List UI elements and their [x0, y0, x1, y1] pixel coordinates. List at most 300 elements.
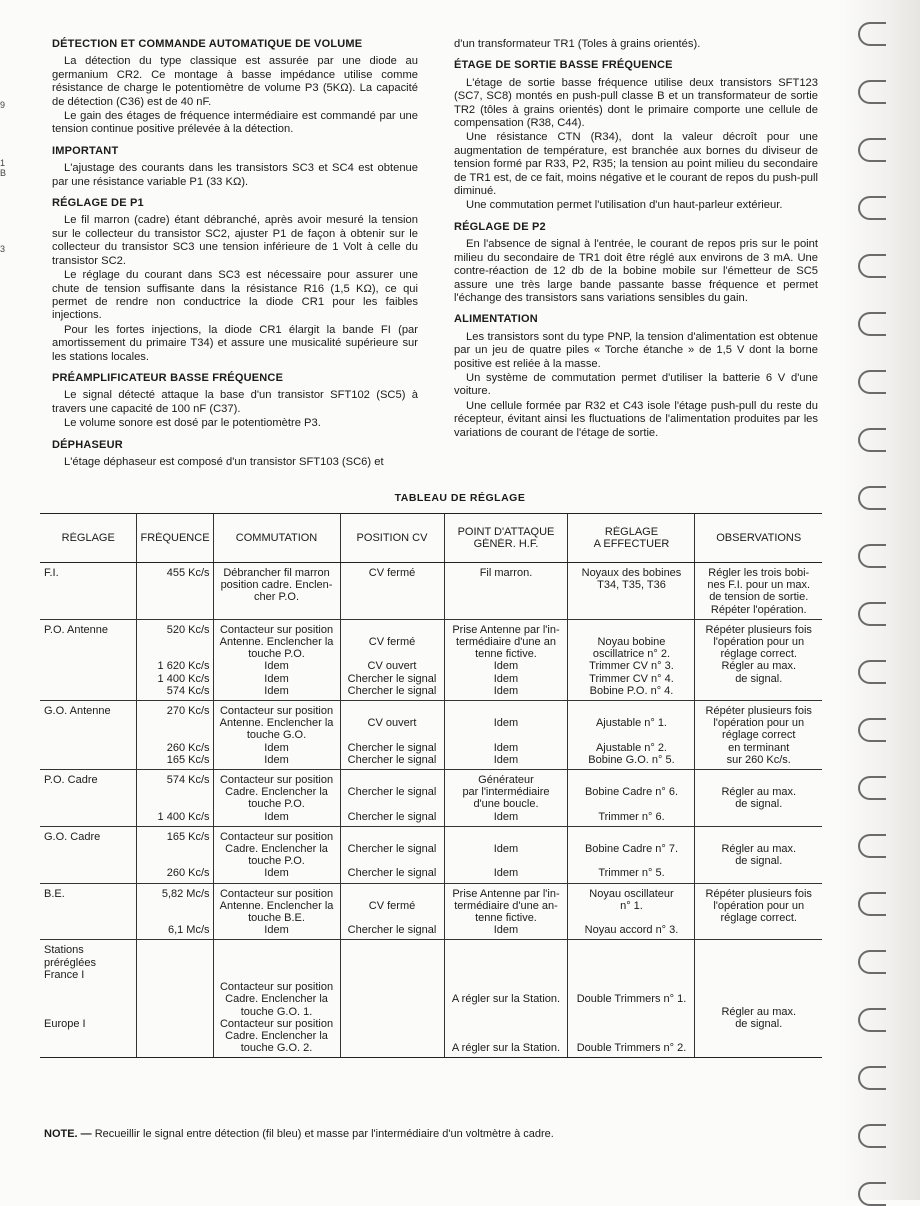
cell-line: touche G.O. — [246, 729, 307, 742]
cell-line — [571, 831, 691, 843]
paragraph: La détection du type classique est assurée par une diode au germanium CR2. Ce montage à basse impédance utilise comme résistance de charge le potentiomètre de volume P3 (5KΩ). La capacité de détection (C36) est de 40 nF. — [52, 55, 418, 108]
cell-line — [698, 944, 819, 956]
cell-line: B.E. — [44, 887, 65, 900]
binding-ring — [858, 776, 886, 800]
cell-line: termédiaire d'une an- — [454, 899, 558, 912]
cell-point-attaque — [444, 563, 568, 620]
cell-line: 165 Kc/s — [166, 753, 210, 766]
binding-ring — [858, 1008, 886, 1032]
binding-ring — [858, 1182, 886, 1206]
cell-line: Contacteur sur position — [219, 830, 334, 843]
column-header — [40, 514, 137, 563]
cell-point-attaque — [444, 770, 568, 827]
cell-line: Répéter plusieurs fois — [705, 887, 812, 900]
cell-line: réglage correct. — [720, 912, 797, 925]
table-row — [40, 770, 822, 827]
binding-ring — [858, 80, 886, 104]
section-heading: ÉTAGE DE SORTIE BASSE FRÉQUENCE — [454, 59, 673, 72]
cell-line — [140, 798, 209, 810]
cell-line — [344, 888, 441, 900]
cell-line: en terminant — [728, 741, 790, 754]
binding-ring — [858, 950, 886, 974]
cell-line: touche P.O. — [248, 855, 305, 868]
header-line: OBSERVATIONS — [716, 531, 802, 544]
cell-position-cv — [340, 940, 444, 1058]
cell-line: de signal. — [735, 855, 783, 868]
table-row — [40, 619, 822, 700]
cell-line — [44, 993, 133, 1005]
table-row — [40, 883, 822, 940]
cell-line: Cadre. Enclencher la — [225, 843, 328, 856]
cell-line — [344, 648, 441, 660]
cell-line — [44, 1006, 133, 1018]
cell-line: Stations — [44, 944, 84, 957]
cell-line — [698, 811, 819, 823]
cell-line: position cadre. Enclen- — [220, 579, 333, 592]
cell-line: réglage correct — [722, 729, 796, 742]
cell-line: Antenne. Enclencher la — [219, 717, 334, 730]
cell-line — [217, 969, 337, 981]
paragraph: Une commutation permet l'utilisation d'un haut-parleur extérieur. — [466, 199, 783, 212]
cell-line — [344, 624, 441, 636]
binding-ring — [858, 892, 886, 916]
cell-line: l'opération pour un — [713, 636, 805, 649]
cell-line: Idem — [493, 924, 519, 937]
cell-line: 1 400 Kc/s — [157, 672, 210, 685]
cell-line — [217, 944, 337, 956]
cell-line — [571, 705, 691, 717]
cell-line: 1 400 Kc/s — [157, 810, 210, 823]
section-heading: ALIMENTATION — [454, 313, 538, 326]
header-line: GÉNÉR. H.F. — [473, 538, 539, 550]
cell-line: 270 Kc/s — [166, 705, 210, 718]
cell-line: Idem — [264, 924, 289, 937]
column-header — [695, 514, 822, 563]
cell-line: Bobine G.O. n° 5. — [588, 753, 675, 766]
cell-frequence — [137, 770, 213, 827]
cell-line: Chercher le signal — [347, 924, 437, 937]
cell-line — [140, 636, 209, 648]
cell-reglage-effectuer — [568, 563, 695, 620]
binding-ring — [858, 718, 886, 742]
cell-line: Régler au max. — [721, 660, 797, 673]
cell-line — [140, 900, 209, 912]
table-row — [40, 940, 822, 1058]
cell-line — [698, 981, 819, 993]
cell-position-cv — [340, 619, 444, 700]
cell-line — [448, 1030, 565, 1042]
cell-line: Chercher le signal — [347, 810, 437, 823]
cell-line: Idem — [264, 660, 289, 673]
reglage-table — [40, 513, 822, 1058]
cell-commutation — [213, 826, 340, 883]
cell-point-attaque — [444, 701, 568, 770]
cell-line — [448, 1018, 565, 1030]
paragraph: Le fil marron (cadre) étant débranché, après avoir mesuré la tension sur le collecteur du transistor SC2, ajuster P1 de façon à obtenir sur le collecteur du transistor SC3 une tension inférieure de 1 Volt à celle du transistor SC2. — [52, 214, 418, 267]
column-header — [213, 514, 340, 563]
cell-observations — [695, 701, 822, 770]
cell-line — [448, 969, 565, 981]
cell-line: Idem — [264, 867, 289, 880]
header-line: RÉGLAGE — [61, 531, 115, 544]
cell-line — [698, 1030, 819, 1042]
cell-line — [571, 1030, 691, 1042]
cell-line: Générateur — [478, 774, 534, 787]
binding-ring — [858, 22, 886, 46]
cell-line — [140, 729, 209, 741]
cell-position-cv — [340, 883, 444, 940]
cell-line: G.O. Cadre — [44, 830, 101, 843]
cell-line: nes F.I. pour un max. — [707, 579, 811, 592]
cell-reglage-effectuer — [568, 701, 695, 770]
cell-line: CV ouvert — [367, 717, 417, 730]
table-header-row — [40, 514, 822, 563]
cell-point-attaque — [444, 940, 568, 1058]
section-heading: DÉPHASEUR — [52, 438, 123, 451]
cell-point-attaque — [444, 883, 568, 940]
cell-line: Idem — [493, 672, 519, 685]
header-line: RÉGLAGE — [604, 525, 659, 538]
binding-ring — [858, 138, 886, 162]
cell-commutation — [213, 563, 340, 620]
paragraph: L'étage de sortie basse fréquence utilise deux transistors SFT123 (SC7, SC8) montés en push-pull classe B et un transformateur de sortie TR2 (tôles à grains orientés) dont le primaire comporte une cellule de compensation (R38, C44). — [454, 76, 818, 130]
cell-line: d'une boucle. — [473, 798, 539, 811]
cell-line: Noyau oscillateur — [589, 887, 674, 900]
column-header — [444, 514, 568, 563]
section-heading: IMPORTANT — [52, 144, 119, 157]
cell-line: Trimmer CV n° 4. — [589, 672, 674, 685]
cell-line: Chercher le signal — [347, 843, 437, 856]
table-title: TABLEAU DE RÉGLAGE — [394, 492, 526, 504]
cell-reglage — [40, 940, 137, 1058]
cell-line: CV fermé — [368, 567, 416, 579]
cell-line: 260 Kc/s — [166, 741, 210, 754]
cell-line: l'opération pour un — [713, 717, 805, 730]
cell-line: 574 Kc/s — [166, 774, 210, 787]
cell-line — [571, 624, 691, 636]
cell-line — [571, 969, 691, 981]
cell-line — [344, 774, 441, 786]
cell-line: Idem — [264, 753, 289, 766]
cell-line: Contacteur sur position — [219, 887, 334, 900]
cell-reglage-effectuer — [568, 619, 695, 700]
cell-line — [571, 981, 691, 993]
cell-line: Chercher le signal — [347, 741, 437, 754]
cell-line: Noyau accord n° 3. — [584, 924, 679, 937]
cell-line: oscillatrice n° 2. — [592, 648, 671, 661]
cell-line: 574 Kc/s — [166, 684, 210, 697]
cell-reglage — [40, 770, 137, 827]
cell-observations — [695, 826, 822, 883]
margin-mark: 3 — [0, 244, 6, 254]
paragraph: L'étage déphaseur est composé d'un transistor SFT103 (SC6) et — [64, 455, 384, 468]
cell-line: touche B.E. — [248, 912, 305, 925]
cell-line — [448, 831, 565, 843]
cell-line: 260 Kc/s — [166, 867, 210, 880]
cell-point-attaque — [444, 619, 568, 700]
cell-line: par l'intermédiaire — [462, 786, 550, 799]
cell-line: tenne fictive. — [475, 648, 537, 661]
cell-line — [140, 717, 209, 729]
binding-ring — [858, 834, 886, 858]
cell-observations — [695, 619, 822, 700]
paragraph: Les transistors sont du type PNP, la tension d'alimentation est obtenue par un jeu de quatre piles « Torche étanche » de 1,5 V dont la borne positive est reliée à la masse. — [454, 330, 818, 370]
cell-line: F.I. — [44, 567, 59, 579]
paragraph: Le gain des étages de fréquence intermédiaire est commandé par une tension continue positive prélevée à la détection. — [52, 110, 418, 136]
header-line: POINT D'ATTAQUE — [457, 525, 555, 538]
cell-line: A régler sur la Station. — [451, 993, 561, 1006]
cell-line: l'opération pour un — [713, 899, 805, 912]
cell-line: Double Trimmers n° 1. — [576, 993, 687, 1006]
cell-line: réglage correct. — [720, 648, 797, 661]
cell-line: P.O. Antenne — [44, 623, 109, 636]
paragraph: Le volume sonore est dosé par le potentiomètre P3. — [64, 417, 321, 430]
cell-line — [140, 855, 209, 867]
section-heading: RÉGLAGE DE P1 — [52, 197, 144, 210]
cell-frequence — [137, 940, 213, 1058]
cell-line — [448, 705, 565, 717]
cell-line — [344, 705, 441, 717]
cell-line: de signal. — [735, 672, 783, 685]
cell-line: Trimmer n° 6. — [598, 810, 665, 823]
cell-line: 1 620 Kc/s — [157, 660, 210, 673]
cell-point-attaque — [444, 826, 568, 883]
cell-line: Bobine P.O. n° 4. — [589, 684, 674, 697]
paragraph: Une cellule formée par R32 et C43 isole l'étage push-pull du reste du récepteur, évitant ainsi les fluctuations de l'alimentation produites par les variations de courant de l'étage de sortie. — [454, 399, 818, 439]
cell-line: CV ouvert — [367, 660, 417, 673]
cell-line — [571, 944, 691, 956]
cell-frequence — [137, 701, 213, 770]
cell-line: de signal. — [735, 1017, 783, 1030]
right-lead: d'un transformateur TR1 (Toles à grains orientés). — [454, 38, 701, 50]
cell-line: 6,1 Mc/s — [167, 924, 210, 937]
cell-commutation — [213, 701, 340, 770]
cell-line — [571, 957, 691, 969]
cell-line: Idem — [264, 741, 289, 754]
cell-line: Ajustable n° 2. — [595, 741, 667, 754]
cell-line — [698, 957, 819, 969]
section-heading: DÉTECTION ET COMMANDE AUTOMATIQUE DE VOLUME — [52, 38, 363, 50]
margin-mark: 1 — [0, 158, 6, 168]
cell-observations — [695, 563, 822, 620]
section-heading: PRÉAMPLIFICATEUR BASSE FRÉQUENCE — [52, 371, 284, 384]
cell-line: Régler au max. — [721, 786, 797, 799]
cell-line: Noyau bobine — [597, 636, 666, 649]
cell-line: de tension de sortie. — [709, 591, 809, 604]
cell-line — [571, 798, 691, 810]
cell-line: touche G.O. 1. — [240, 1005, 313, 1018]
cell-line: Chercher le signal — [347, 867, 437, 880]
cell-line: Prise Antenne par l'in- — [452, 623, 560, 636]
cell-line: Prise Antenne par l'in- — [452, 887, 560, 900]
left-column — [52, 38, 418, 470]
cell-reglage — [40, 701, 137, 770]
cell-line: Débrancher fil marron — [223, 567, 330, 579]
binding-ring — [858, 486, 886, 510]
cell-line: Contacteur sur position — [219, 774, 334, 787]
cell-line: Cadre. Enclencher la — [225, 786, 328, 799]
binding-ring — [858, 196, 886, 220]
paragraph: Un système de commutation permet d'utiliser la batterie 6 V d'une voiture. — [454, 371, 818, 398]
note-label: NOTE. — — [44, 1128, 92, 1140]
cell-line: Répéter l'opération. — [710, 603, 807, 616]
cell-line — [44, 981, 133, 993]
cell-observations — [695, 883, 822, 940]
header-line: FRÉQUENCE — [140, 531, 210, 544]
cell-line — [698, 969, 819, 981]
cell-line — [698, 924, 819, 936]
cell-reglage-effectuer — [568, 770, 695, 827]
cell-observations — [695, 770, 822, 827]
cell-line: T34, T35, T36 — [597, 579, 666, 592]
binding-ring — [858, 312, 886, 336]
cell-line: n° 1. — [620, 899, 643, 912]
paragraph: Le réglage du courant dans SC3 est nécessaire pour assurer une chute de tension suffisante dans la résistance R16 (1,5 KΩ), ce qui permet de rendre non conductrice la diode CR1 pour les faibles injections. — [52, 269, 418, 322]
cell-line: Chercher le signal — [347, 684, 437, 697]
cell-line — [140, 843, 209, 855]
cell-line: Idem — [264, 684, 289, 697]
cell-line — [344, 798, 441, 810]
cell-line — [140, 648, 209, 660]
cell-line — [448, 855, 565, 867]
cell-reglage — [40, 619, 137, 700]
paragraph: Une résistance CTN (R34), dont la valeur décroît pour une augmentation de température, est branchée aux bornes du diviseur de tension formé par R33, P2, R35; la tension au point milieu du secondaire de TR1 est, de ce fait, moins négative et le courant de repos du push-pull diminué. — [454, 131, 818, 198]
cell-line: Idem — [493, 753, 519, 766]
cell-line: Ajustable n° 1. — [595, 717, 667, 730]
note-text: Recueillir le signal entre détection (fil bleu) et masse par l'intermédiaire d'un voltmètre à cadre. — [94, 1128, 554, 1140]
cell-line: de signal. — [735, 798, 783, 811]
cell-line — [571, 774, 691, 786]
binding-ring — [858, 660, 886, 684]
cell-line — [448, 1006, 565, 1018]
cell-line: Contacteur sur position — [219, 705, 334, 718]
cell-reglage — [40, 883, 137, 940]
cell-line: Contacteur sur position — [219, 981, 334, 994]
cell-line: touche P.O. — [248, 648, 305, 661]
cell-frequence — [137, 563, 213, 620]
cell-line: Idem — [493, 741, 519, 754]
header-line: A EFFECTUER — [593, 538, 670, 550]
cell-line: G.O. Antenne — [44, 705, 111, 718]
cell-commutation — [213, 883, 340, 940]
cell-frequence — [137, 883, 213, 940]
cell-commutation — [213, 619, 340, 700]
binding-ring — [858, 254, 886, 278]
cell-reglage — [40, 563, 137, 620]
cell-line — [698, 867, 819, 879]
cell-frequence — [137, 826, 213, 883]
cell-line: Répéter plusieurs fois — [705, 705, 812, 718]
cell-commutation — [213, 940, 340, 1058]
cell-line: Bobine Cadre n° 6. — [584, 786, 679, 799]
cell-line — [571, 729, 691, 741]
margin-mark: B — [0, 168, 7, 178]
cell-line: Cadre. Enclencher la — [225, 993, 328, 1006]
cell-line: 5,82 Mc/s — [161, 887, 210, 900]
cell-line: Contacteur sur position — [219, 1017, 334, 1030]
cell-line: Chercher le signal — [347, 753, 437, 766]
cell-line — [698, 1042, 819, 1054]
cell-line: Idem — [493, 660, 519, 673]
binding-ring — [858, 602, 886, 626]
cell-line: Idem — [493, 717, 519, 730]
cell-line: CV fermé — [368, 899, 416, 912]
binding-ring — [858, 428, 886, 452]
cell-line — [344, 831, 441, 843]
cell-position-cv — [340, 770, 444, 827]
cell-line — [448, 981, 565, 993]
binding-ring — [858, 370, 886, 394]
paragraph: Le signal détecté attaque la base d'un transistor SFT102 (SC5) à travers une capacité de 100 nF (C37). — [52, 389, 418, 415]
section-heading: RÉGLAGE DE P2 — [454, 220, 546, 233]
cell-line: touche G.O. 2. — [240, 1042, 313, 1055]
cell-line: 520 Kc/s — [166, 623, 210, 636]
cell-line: tenne fictive. — [475, 912, 537, 925]
column-header — [137, 514, 213, 563]
cell-line — [344, 855, 441, 867]
cell-line: Antenne. Enclencher la — [219, 899, 334, 912]
cell-line: Idem — [264, 810, 289, 823]
cell-observations — [695, 940, 822, 1058]
paragraph: L'ajustage des courants dans les transistors SC3 et SC4 est obtenue par une résistance variable P1 (33 KΩ). — [52, 162, 418, 188]
cell-line: Idem — [493, 867, 519, 880]
table-row — [40, 826, 822, 883]
cell-reglage — [40, 826, 137, 883]
binding-ring — [858, 1124, 886, 1148]
cell-position-cv — [340, 701, 444, 770]
cell-line: Idem — [493, 843, 519, 856]
note — [44, 1128, 554, 1140]
cell-line — [571, 912, 691, 924]
paragraph: En l'absence de signal à l'entrée, le courant de repos pris sur le point milieu du secondaire de TR1 doit être réglé aux environs de 3 mA. Une contre-réaction de 12 db de la bobine mobile sur l'émetteur de SC5 assure une très large bande passante basse fréquence et permet l'échange des transistors sans variations sensibles du gain. — [454, 238, 818, 304]
cell-reglage-effectuer — [568, 826, 695, 883]
cell-line: 165 Kc/s — [166, 830, 210, 843]
cell-line — [448, 729, 565, 741]
cell-line: Idem — [493, 684, 519, 697]
cell-line: P.O. Cadre — [44, 774, 98, 787]
table-row — [40, 701, 822, 770]
cell-frequence — [137, 619, 213, 700]
cell-line — [698, 993, 819, 1005]
table-row — [40, 563, 822, 620]
cell-reglage-effectuer — [568, 940, 695, 1058]
cell-line: Contacteur sur position — [219, 623, 334, 636]
cell-line — [140, 912, 209, 924]
cell-line — [448, 944, 565, 956]
cell-line: Régler les trois bobi- — [708, 567, 810, 579]
cell-line: Chercher le signal — [347, 672, 437, 685]
cell-line: Régler au max. — [721, 1005, 797, 1018]
paragraph: Pour les fortes injections, la diode CR1 élargit la bande FI (par amortissement du primaire T34) et assure une musicalité supérieure sur les stations locales. — [52, 323, 418, 363]
cell-position-cv — [340, 826, 444, 883]
cell-line — [448, 957, 565, 969]
cell-line: Trimmer CV n° 3. — [589, 660, 674, 673]
cell-line: Bobine Cadre n° 7. — [584, 843, 679, 856]
cell-line — [698, 774, 819, 786]
cell-line — [571, 855, 691, 867]
cell-line: Noyaux des bobines — [581, 567, 682, 579]
cell-line — [571, 1018, 691, 1030]
cell-commutation — [213, 770, 340, 827]
margin-mark: 9 — [0, 100, 6, 110]
cell-line: sur 260 Kc/s. — [726, 753, 791, 766]
cell-line: touche P.O. — [248, 798, 305, 811]
cell-line: Répéter plusieurs fois — [705, 623, 812, 636]
cell-position-cv — [340, 563, 444, 620]
cell-line: préréglées — [44, 956, 96, 969]
cell-line — [698, 831, 819, 843]
column-header — [340, 514, 444, 563]
